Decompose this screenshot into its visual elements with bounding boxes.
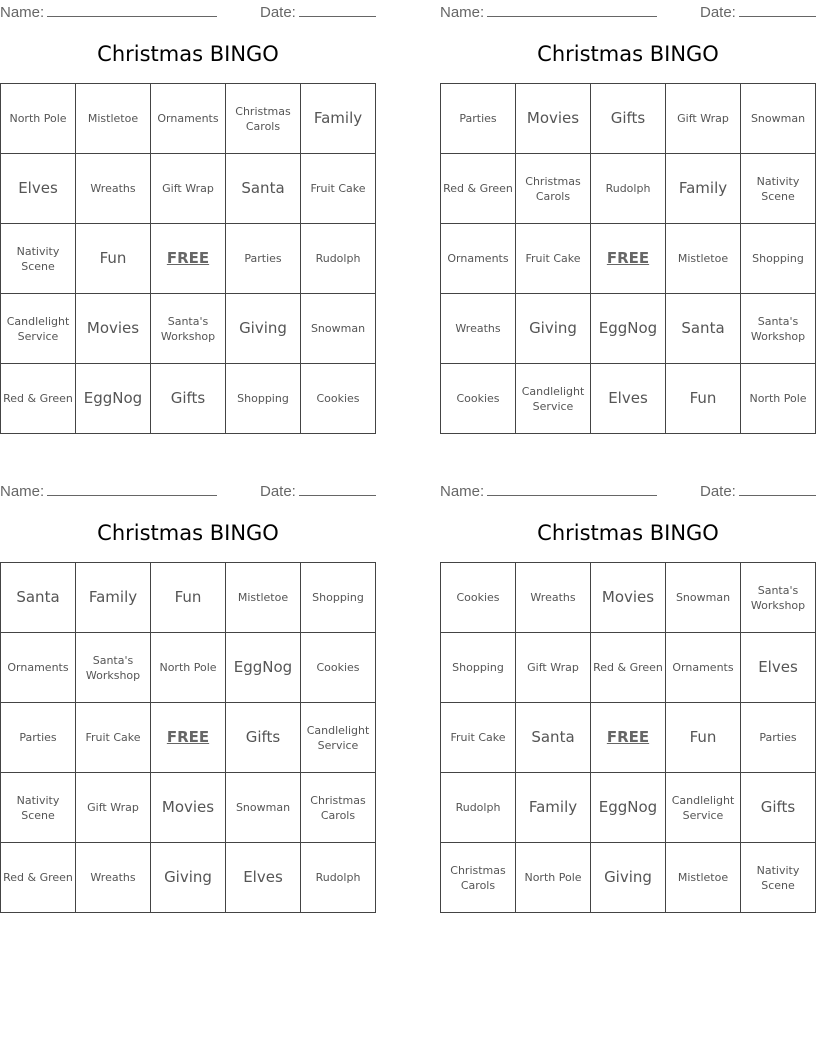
bingo-cell: Fun (76, 224, 151, 294)
bingo-cell: Fruit Cake (76, 703, 151, 773)
bingo-cell: Mistletoe (76, 84, 151, 154)
bingo-cell: Rudolph (301, 224, 376, 294)
bingo-cell: Family (516, 773, 591, 843)
bingo-cell: Cookies (301, 633, 376, 703)
bingo-row (441, 703, 816, 773)
bingo-cell: Giving (591, 843, 666, 913)
bingo-cell: Snowman (741, 84, 816, 154)
date-field (260, 2, 376, 21)
date-blank-line[interactable] (739, 481, 816, 496)
bingo-cell: Gift Wrap (151, 154, 226, 224)
bingo-row (441, 364, 816, 434)
bingo-cell: Cookies (441, 364, 516, 434)
bingo-cell: Santa (226, 154, 301, 224)
bingo-row (1, 294, 376, 364)
date-label: Date: (260, 4, 296, 21)
bingo-cell: Wreaths (441, 294, 516, 364)
bingo-cell: Santa's Workshop (741, 294, 816, 364)
bingo-cell: Fun (666, 364, 741, 434)
bingo-cell: Giving (226, 294, 301, 364)
bingo-cell: Ornaments (441, 224, 516, 294)
bingo-card (440, 0, 816, 413)
bingo-cell: Candlelight Service (1, 294, 76, 364)
bingo-cell: Santa's Workshop (151, 294, 226, 364)
bingo-cell: Fruit Cake (301, 154, 376, 224)
bingo-cell: Cookies (301, 364, 376, 434)
date-blank-line[interactable] (739, 2, 816, 17)
bingo-row (441, 773, 816, 843)
bingo-cell: Family (301, 84, 376, 154)
bingo-card (0, 0, 376, 407)
card-title: Christmas BINGO (97, 521, 279, 545)
bingo-row (1, 224, 376, 294)
bingo-cell: North Pole (516, 843, 591, 913)
bingo-cell: Nativity Scene (1, 224, 76, 294)
bingo-cell: Rudolph (441, 773, 516, 843)
bingo-cell: Elves (591, 364, 666, 434)
bingo-grid (440, 562, 816, 913)
bingo-cell: Gift Wrap (666, 84, 741, 154)
bingo-row (1, 154, 376, 224)
bingo-cell: Ornaments (1, 633, 76, 703)
bingo-cell: Gifts (741, 773, 816, 843)
bingo-cell: North Pole (151, 633, 226, 703)
bingo-cell: North Pole (1, 84, 76, 154)
bingo-cell: EggNog (76, 364, 151, 434)
bingo-cell: Nativity Scene (741, 843, 816, 913)
bingo-cell: Shopping (741, 224, 816, 294)
bingo-row (1, 84, 376, 154)
bingo-cell: Family (76, 563, 151, 633)
bingo-card (440, 479, 816, 892)
bingo-cell: North Pole (741, 364, 816, 434)
bingo-row (441, 633, 816, 703)
bingo-row (1, 563, 376, 633)
bingo-row (441, 84, 816, 154)
bingo-cell: Mistletoe (226, 563, 301, 633)
bingo-cell: Wreaths (516, 563, 591, 633)
bingo-cell: Family (666, 154, 741, 224)
date-field (700, 2, 816, 21)
card-title: Christmas BINGO (537, 521, 719, 545)
card-header (0, 479, 376, 503)
name-field (440, 2, 657, 21)
bingo-cell: EggNog (226, 633, 301, 703)
bingo-cell: Snowman (226, 773, 301, 843)
bingo-cell: EggNog (591, 294, 666, 364)
bingo-cell: Christmas Carols (226, 84, 301, 154)
free-space: FREE (151, 224, 226, 294)
date-field (260, 481, 376, 500)
bingo-cell: Cookies (441, 563, 516, 633)
date-label: Date: (700, 4, 736, 21)
bingo-row (441, 563, 816, 633)
name-field (0, 481, 217, 500)
name-field (440, 481, 657, 500)
bingo-cell: Wreaths (76, 154, 151, 224)
bingo-cell: Santa (666, 294, 741, 364)
bingo-cell: Santa's Workshop (741, 563, 816, 633)
bingo-cell: Gifts (226, 703, 301, 773)
free-space: FREE (591, 703, 666, 773)
bingo-cell: Fruit Cake (441, 703, 516, 773)
bingo-cell: Candlelight Service (666, 773, 741, 843)
bingo-cell: Parties (741, 703, 816, 773)
bingo-cell: Movies (516, 84, 591, 154)
bingo-cell: Red & Green (591, 633, 666, 703)
bingo-row (441, 294, 816, 364)
card-header (440, 0, 816, 24)
bingo-cell: Christmas Carols (301, 773, 376, 843)
bingo-grid (0, 83, 376, 434)
bingo-cell: Christmas Carols (516, 154, 591, 224)
bingo-cell: Christmas Carols (441, 843, 516, 913)
date-label: Date: (260, 483, 296, 500)
bingo-cell: Shopping (441, 633, 516, 703)
bingo-cell: Shopping (226, 364, 301, 434)
bingo-row (1, 633, 376, 703)
card-header (440, 479, 816, 503)
bingo-cell: Gift Wrap (76, 773, 151, 843)
card-title: Christmas BINGO (97, 42, 279, 66)
bingo-cell: Fun (666, 703, 741, 773)
name-blank-line[interactable] (47, 481, 217, 496)
bingo-cell: Parties (226, 224, 301, 294)
bingo-row (1, 364, 376, 434)
bingo-cell: Santa's Workshop (76, 633, 151, 703)
bingo-cell: Santa (516, 703, 591, 773)
bingo-cell: Red & Green (441, 154, 516, 224)
bingo-cell: Elves (741, 633, 816, 703)
bingo-cell: Nativity Scene (1, 773, 76, 843)
date-blank-line[interactable] (299, 481, 376, 496)
bingo-cell: Fun (151, 563, 226, 633)
bingo-row (1, 703, 376, 773)
name-label: Name: (440, 4, 485, 21)
bingo-card (0, 479, 376, 886)
bingo-cell: Wreaths (76, 843, 151, 913)
date-label: Date: (700, 483, 736, 500)
bingo-cell: Parties (1, 703, 76, 773)
name-blank-line[interactable] (487, 481, 657, 496)
bingo-cell: Ornaments (666, 633, 741, 703)
bingo-cell: Movies (591, 563, 666, 633)
name-blank-line[interactable] (487, 2, 657, 17)
bingo-cell: Red & Green (1, 843, 76, 913)
bingo-cell: Rudolph (591, 154, 666, 224)
name-field (0, 2, 217, 21)
bingo-row (441, 843, 816, 913)
bingo-cell: Rudolph (301, 843, 376, 913)
date-blank-line[interactable] (299, 2, 376, 17)
name-label: Name: (0, 4, 45, 21)
bingo-cell: Gifts (591, 84, 666, 154)
bingo-cell: Gifts (151, 364, 226, 434)
bingo-cell: Elves (1, 154, 76, 224)
bingo-row (441, 224, 816, 294)
bingo-cell: Nativity Scene (741, 154, 816, 224)
bingo-row (1, 843, 376, 913)
card-title: Christmas BINGO (537, 42, 719, 66)
bingo-cell: Gift Wrap (516, 633, 591, 703)
card-header (0, 0, 376, 24)
bingo-cell: Giving (151, 843, 226, 913)
name-label: Name: (440, 483, 485, 500)
date-field (700, 481, 816, 500)
bingo-cell: Elves (226, 843, 301, 913)
bingo-cell: Fruit Cake (516, 224, 591, 294)
bingo-cell: Mistletoe (666, 843, 741, 913)
bingo-cell: Ornaments (151, 84, 226, 154)
bingo-grid (0, 562, 376, 913)
bingo-cell: Snowman (301, 294, 376, 364)
bingo-cell: Movies (151, 773, 226, 843)
bingo-cell: Candlelight Service (516, 364, 591, 434)
bingo-cell: Candlelight Service (301, 703, 376, 773)
bingo-cell: Movies (76, 294, 151, 364)
bingo-cell: Shopping (301, 563, 376, 633)
name-blank-line[interactable] (47, 2, 217, 17)
bingo-cell: EggNog (591, 773, 666, 843)
bingo-cell: Parties (441, 84, 516, 154)
bingo-row (1, 773, 376, 843)
bingo-grid (440, 83, 816, 434)
bingo-row (441, 154, 816, 224)
name-label: Name: (0, 483, 45, 500)
bingo-cell: Red & Green (1, 364, 76, 434)
free-space: FREE (591, 224, 666, 294)
bingo-cell: Mistletoe (666, 224, 741, 294)
bingo-cell: Giving (516, 294, 591, 364)
bingo-cell: Santa (1, 563, 76, 633)
free-space: FREE (151, 703, 226, 773)
bingo-cell: Snowman (666, 563, 741, 633)
